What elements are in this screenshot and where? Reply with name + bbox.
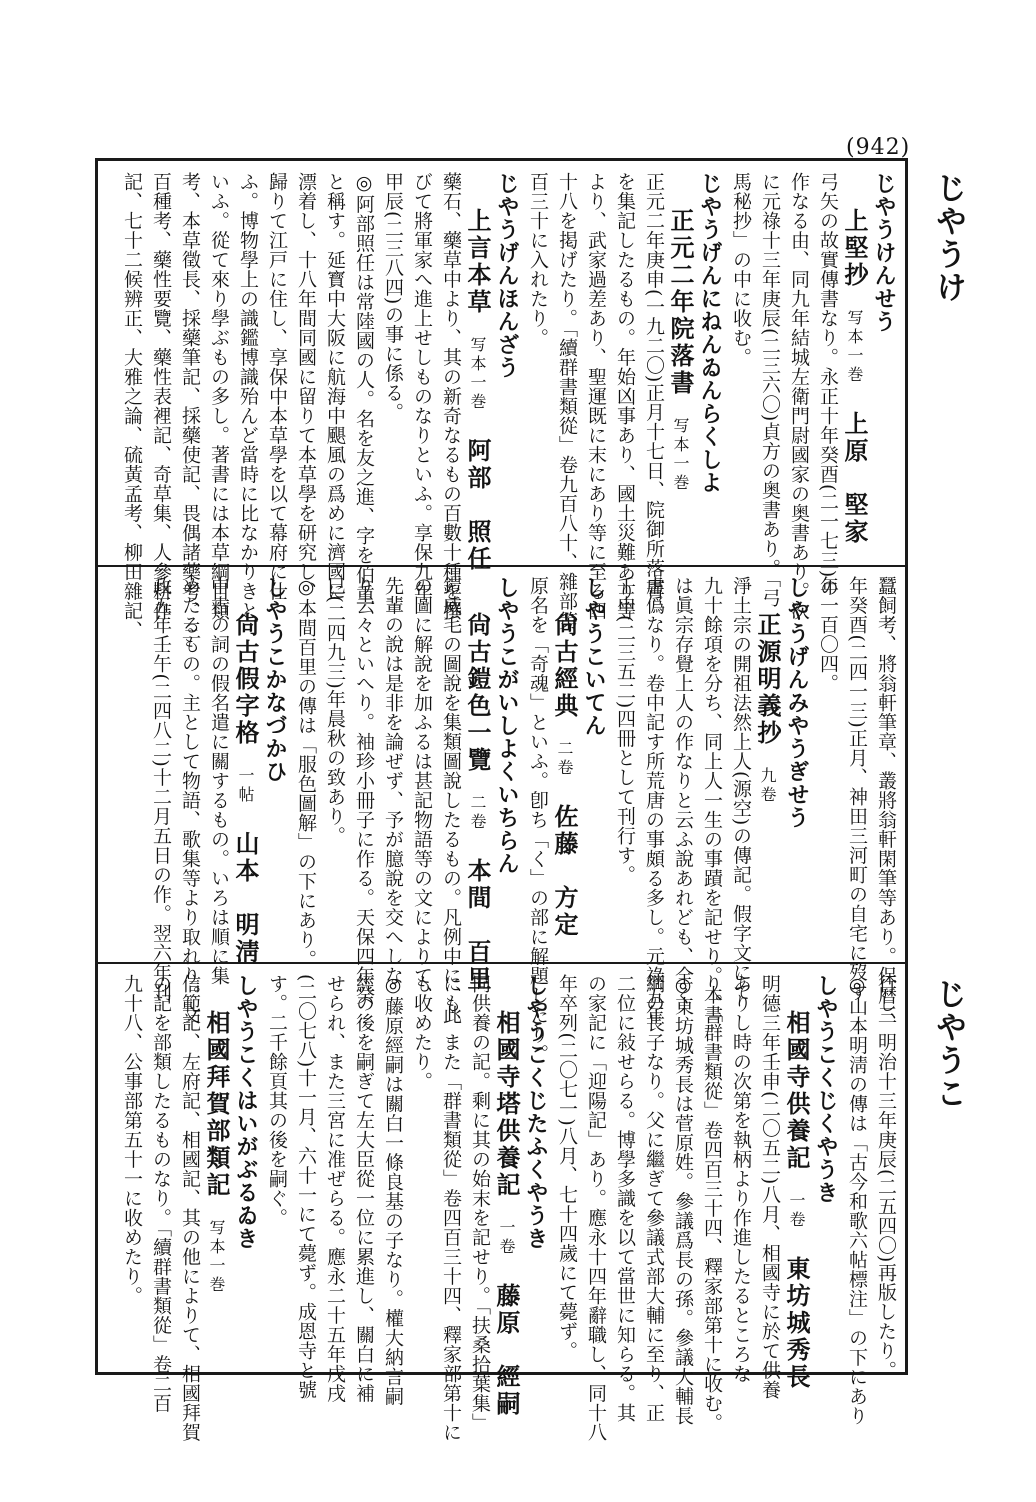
body-text-line: 綱の長子なり。父に繼ぎて參議式部大輔に至り、正: [643, 974, 665, 1423]
body-text-line: 九十八、公事部第五十一に收めたり。: [121, 974, 143, 1306]
entry-volume: 一帖: [236, 767, 255, 805]
entry-reading: しやうこくじくやうき: [813, 974, 839, 1204]
body-text-line: 考、本草徵長、採藥筆記、採藥使記、畏偶諸藥考、三: [179, 172, 201, 640]
entry-title: 上言本草: [463, 208, 492, 316]
entry-title-column: [201, 974, 231, 1364]
body-text-line: に元祿十三年庚辰(二三六〇)貞方の奥書あり。「弓: [759, 172, 781, 608]
body-text-line: 藥石、藥草中より、其の新奇なるもの百數十種を撰: [440, 172, 462, 621]
entry-volume: 写本一巻: [845, 309, 864, 385]
entry-title: 尙古鎧色一覽: [463, 612, 492, 774]
entry-title-column: [665, 172, 695, 557]
entry-volume: 二卷: [468, 794, 487, 832]
body-text-line: と稱す。延寳中大阪に航海中颶風の爲めに濟國に: [324, 172, 346, 601]
entry-title-column: [839, 172, 869, 557]
body-text-line: せられ、また三宮に准ぜらる。應永二十五年戊戌: [324, 974, 346, 1403]
running-head-right: じやうけ: [930, 172, 966, 304]
entry-author: 阿部 照任: [463, 438, 492, 573]
entry-author: 上原 堅家: [840, 411, 869, 546]
entry-reading: しやうこくじたふくやうき: [523, 974, 549, 1250]
body-text-line: 二位に敍せらる。博學多識を以て當世に知らる。其: [614, 974, 636, 1423]
body-text-line: 鎧威毛の圖說を集類圖說したるもの。凡例中に、此: [440, 576, 462, 1025]
body-text-line: ◎阿部照任は常陸國の人。名を友之進、字を伯重: [353, 172, 375, 604]
entry-reading: じやうげんにねんゐんらくしよ: [697, 172, 723, 494]
body-text-line: ありし時の次第を執柄より作進したるところな: [730, 974, 752, 1384]
body-text-line: 經の後を嗣ぎて左大臣從一位に累進し、關白に補: [353, 974, 375, 1403]
entry-volume: 写本一巻: [671, 417, 690, 493]
body-text-line: の記を部類したるものなり。「續群書類從」卷二百: [150, 974, 172, 1413]
entry-reading: しやうこくはいがぶるゐき: [233, 974, 259, 1250]
body-text-line: 作なる由、同九年結城左衛門尉國家の奥書あり。次: [788, 172, 810, 621]
body-text-line: ふ。博物學上の識鑑博識殆んど當時に比なかりきと: [237, 172, 259, 621]
entry-title-column: [462, 172, 492, 573]
body-text-line: 記、七十二候辨正、大雅之論、硫黃孟考、柳田雜記、: [121, 172, 143, 640]
entry-volume: 写本一巻: [207, 1219, 226, 1295]
body-text-line: す。二千餘頁其の後を嗣ぐ。: [266, 974, 288, 1228]
body-text-line: めたるもの。主として物語、歌集等より取れり。文: [179, 576, 201, 1025]
body-text-line: (二〇七八)十一月、六十一にて薨ず。成恩寺と號: [295, 974, 317, 1400]
body-text-line: 政五年壬午(二四八二)十二月五日の作。翌六年刊: [150, 576, 172, 1002]
entry-volume: 九卷: [758, 767, 777, 805]
entry-author: 藤原 經嗣: [492, 1283, 521, 1418]
running-head-left: じやうこ: [930, 978, 966, 1110]
body-text-line: 行し、明治十三年庚辰(二五四〇)再版したり。: [875, 974, 897, 1380]
body-text-line: 壬申(二三五二)四冊として刊行す。: [614, 576, 636, 885]
body-text-line: 中古の詞の假名遣に關するもの。いろは順に集: [208, 576, 230, 986]
body-text-line: 虛僞なり。卷中記す所荒唐の事頗る多し。元祿五年: [643, 576, 665, 1025]
entry-title-column: [462, 576, 492, 993]
body-text-line: ◎藤原經嗣は關白一條良基の子なり。權大納言嗣: [382, 974, 404, 1406]
body-text-line: 同供養の記。剩に其の始末を記せり。「扶桑拾葉集」: [469, 974, 491, 1433]
body-text-line: 信範記、左府記、相國記、其の他によりて、相國拜賀: [179, 974, 201, 1442]
entry-volume: 写本一巻: [468, 336, 487, 412]
body-text-line: の圖に解說を加ふるは甚記物語等の文によりて、: [411, 576, 433, 1005]
page-number: (942): [846, 135, 911, 160]
body-text-line: り云々といへり。袖珍小冊子に作る。天保四年癸: [353, 576, 375, 1005]
body-text-line: の家記に「迎陽記」あり。應永十四年辭職し、同十八: [585, 974, 607, 1442]
entry-title-column: [549, 576, 579, 954]
body-text-line: 蠶飼考、將翁軒筆章、叢將翁軒閑筆等あり。保曆三: [875, 576, 897, 1025]
entry-reading: しやうこがいしよくいちらん: [494, 576, 520, 875]
body-text-line: 巳(二四九三)年晨秋の致あり。: [324, 576, 346, 846]
body-text-line: は眞宗存覺上人の作なりと云ふ說あれども、全く: [672, 576, 694, 1005]
section-bottom: [108, 974, 897, 1442]
entry-author: 山本 明淸: [231, 831, 260, 966]
entry-volume: 一卷: [787, 1192, 806, 1230]
body-text-line: り。「群書類從」卷四百三十四、釋家部第十に收む。: [701, 974, 723, 1433]
body-text-line: 正元二年庚申(一九二〇)正月十七日、院御所落書: [643, 172, 665, 598]
entry-reading: しやうこかなづかひ: [262, 576, 288, 783]
body-text-line: ◎山本明淸の傳は「古今和歌六帖標注」の下にあり: [846, 974, 868, 1426]
body-text-line: 明德三年壬申(二〇五二)八月、相國寺に於て供養: [759, 974, 781, 1400]
body-text-line: 原名を「奇魂」といふ。卽ち「く」の部に解題したり。: [527, 576, 549, 1064]
body-text-line: 歸りて江戸に住し、享保中本草學を以て幕府に仕: [266, 172, 288, 601]
entry-reading: じやうげんほんざう: [494, 172, 520, 379]
body-text-line: いふ。從て來り學ぶもの多し。著書には本草綱目類: [208, 172, 230, 621]
body-text-line: 年癸酉(二四一三)正月、神田三河町の自宅に歿す: [846, 576, 868, 1002]
body-text-line: 甲辰(二三八四)の事に係る。: [382, 172, 404, 422]
body-text-line: にも、また「群書類從」卷四百三十四、釋家部第十に: [440, 974, 462, 1442]
body-text-line: 淨土宗の開祖法然上人(源空)の傳記。假字文にて: [730, 576, 752, 1002]
body-text-line: 百三十に入れたり。: [527, 172, 549, 348]
body-text-line: も收めたり。: [411, 974, 433, 1091]
body-text-line: 漂着し、十八年間同國に留りて本草學を研究し、: [295, 172, 317, 601]
entry-title: 上堅抄: [840, 208, 869, 289]
entry-title-column: [781, 974, 811, 1391]
entry-author: 本間 百里: [463, 858, 492, 993]
body-text-line: 弓矢の故實傳書なり。永正十年癸酉(二一七三)の: [817, 172, 839, 598]
entry-title-column: [752, 576, 782, 954]
body-text-line: 年卒列(二〇七一)八月、七十四歲にて薨ず。: [556, 974, 578, 1361]
entry-title: 相國寺塔供養記: [492, 1010, 521, 1199]
body-text-line: ◎東坊城秀長は菅原姓。參議爲長の孫。參議大輔長: [672, 974, 694, 1426]
entry-title: 相國拜賀部類記: [202, 1010, 231, 1199]
body-text-line: 年一百〇四。: [817, 576, 839, 693]
entry-volume: 一卷: [497, 1219, 516, 1257]
entry-title: 尙古經典: [550, 612, 579, 720]
entry-title-column: [230, 576, 260, 966]
entry-title-column: [491, 974, 521, 1418]
body-text-line: 馬秘抄」の中に收む。: [730, 172, 752, 367]
entry-author: 東坊城秀長: [782, 1256, 811, 1391]
entry-title: 正元二年院落書: [666, 208, 695, 397]
body-text-line: ◎本間百里の傳は「服色圖解」の下にあり。: [295, 576, 317, 969]
body-text-line: より、武家過差あり、聖運既に末にあり等に至る四: [585, 172, 607, 621]
entry-reading: じやうけんせう: [871, 172, 897, 333]
entry-title: 相國寺供養記: [782, 1010, 811, 1172]
entry-author: 佐藤 方定: [550, 804, 579, 939]
entry-reading: しやうこいてん: [581, 576, 607, 737]
body-text-line: 九十餘項を分ち、同上人一生の事蹟を記せり。本書: [701, 576, 723, 1025]
body-text-line: を集記したるもの。年始凶事あり、國土災難あり等: [614, 172, 636, 621]
body-text-line: 百種考、藥性要覽、藥性表裡記、奇草集、人參耕作: [150, 172, 172, 621]
entry-reading: しやうげんみやうぎせう: [784, 576, 810, 829]
entry-title: 尙古假字格: [231, 612, 260, 747]
body-text-line: 先輩の說は是非を論ぜず、予が臆說を交へしな: [382, 576, 404, 986]
body-text-line: 十八を掲げたり。「續群書類從」卷九百八十、雜部第: [556, 172, 578, 631]
entry-volume: 二卷: [555, 740, 574, 778]
entry-title: 正源明義抄: [753, 612, 782, 747]
body-text-line: びて將軍家へ進上せしものなりといふ。享保九年: [411, 172, 433, 601]
